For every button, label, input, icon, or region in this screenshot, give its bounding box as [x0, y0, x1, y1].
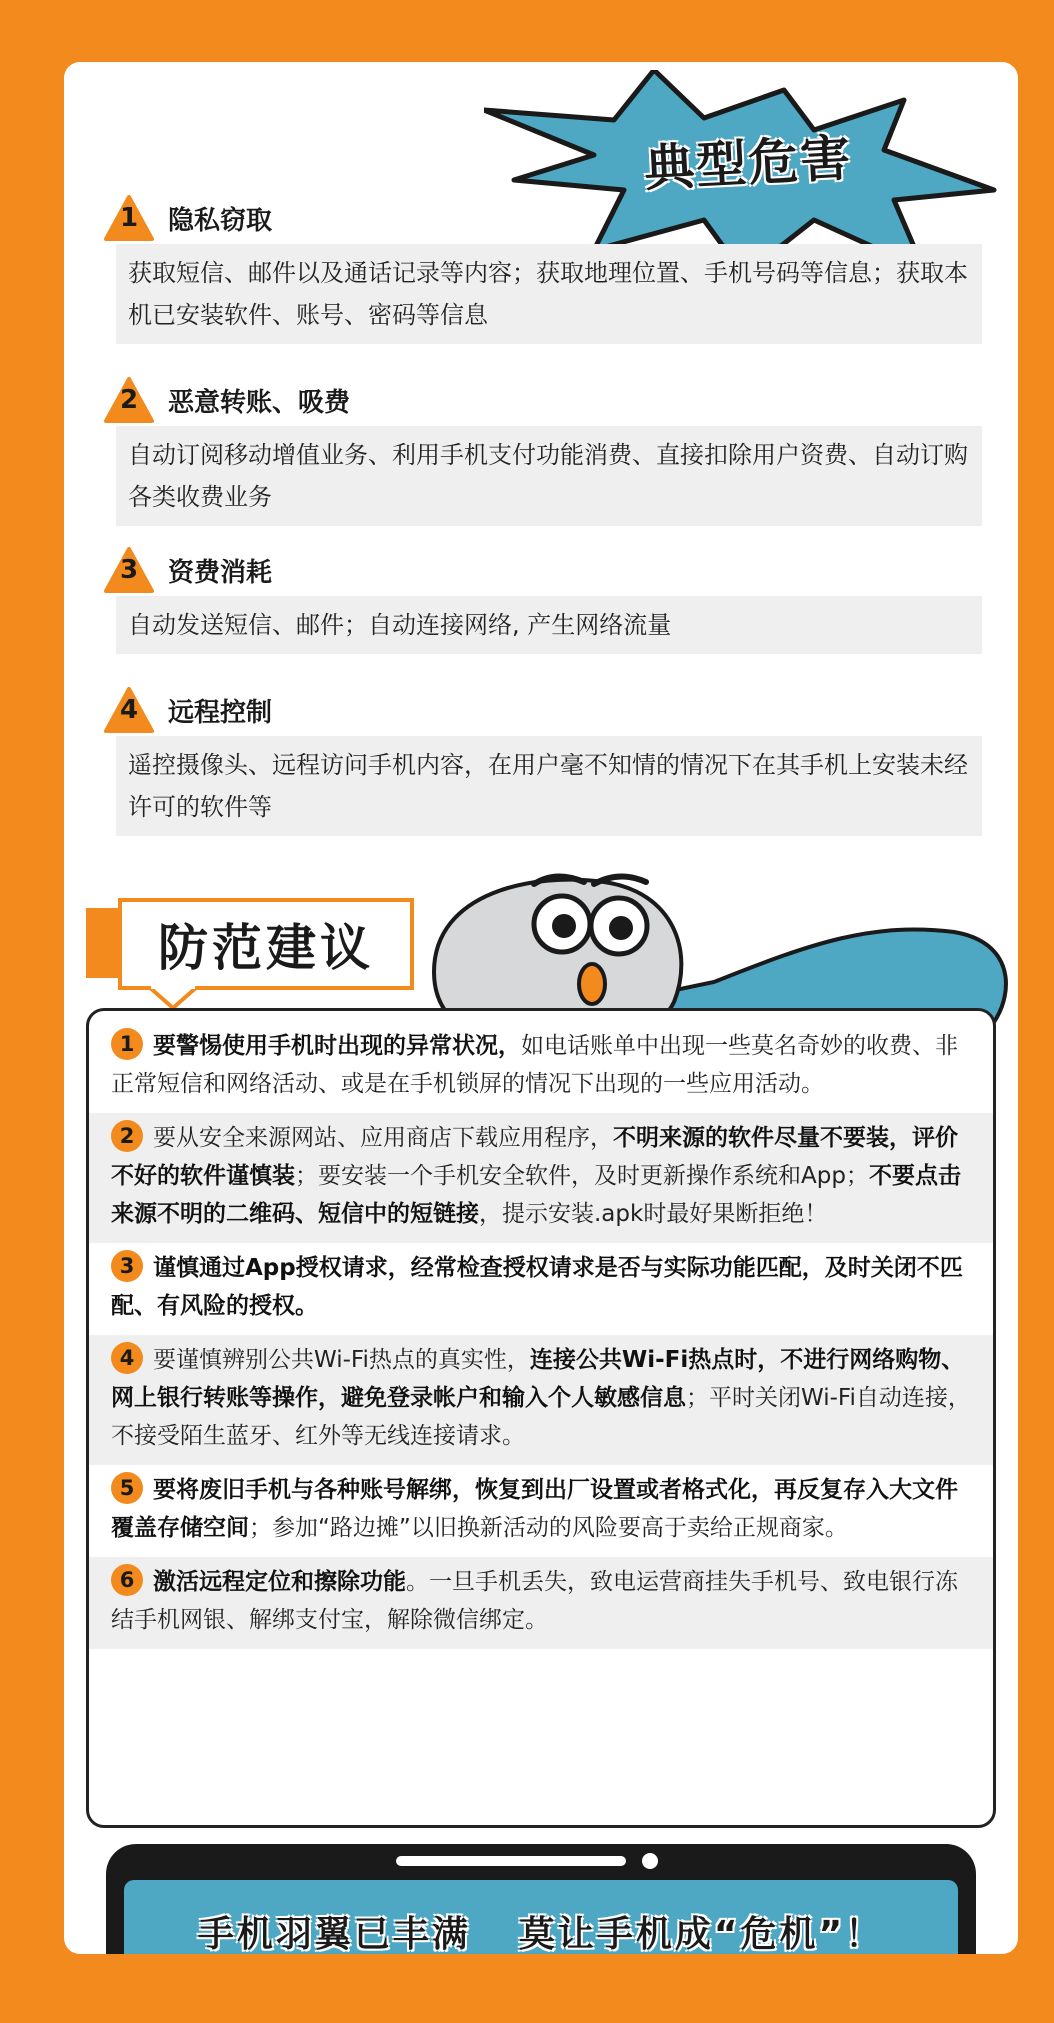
phone-screen	[124, 1880, 958, 1954]
advice-item: 1 要警惕使用手机时出现的异常状况，如电话账单中出现一些莫名奇妙的收费、非正常短信和网络活动、或是在手机锁屏的情况下出现的一些应用活动。	[89, 1021, 993, 1113]
number-badge: 2	[111, 1120, 143, 1152]
advice-title: 防范建议	[158, 919, 374, 977]
camera-icon	[642, 1853, 658, 1869]
advice-header-tag	[86, 898, 418, 998]
advice-item: 6 激活远程定位和擦除功能。一旦手机丢失，致电运营商挂失手机号、致电银行冻结手机网银、解绑支付宝，解除微信绑定。	[89, 1557, 993, 1649]
harm-item	[104, 374, 982, 526]
harm-description: 自动订阅移动增值业务、利用手机支付功能消费、直接扣除用户资费、自动订购各类收费业务	[116, 426, 982, 526]
harm-header	[104, 684, 982, 736]
number-badge: 4	[104, 687, 154, 733]
number-badge: 1	[111, 1028, 143, 1060]
harm-header	[104, 374, 982, 426]
number-badge: 3	[104, 547, 154, 593]
number-badge: 4	[111, 1342, 143, 1374]
harm-title: 远程控制	[168, 697, 273, 728]
harms-title: 典型危害	[642, 128, 854, 198]
phone-speaker	[396, 1856, 626, 1866]
tag-pointer-icon	[148, 986, 198, 1010]
advice-item: 2 要从安全来源网站、应用商店下载应用程序，不明来源的软件尽量不要装，评价不好的软件谨慎装；要安装一个手机安全软件，及时更新操作系统和App；不要点击来源不明的二维码、短信中的短链接，提示安装.apk时最好果断拒绝！	[89, 1113, 993, 1243]
tag-box	[118, 898, 414, 990]
harm-title: 资费消耗	[168, 557, 273, 588]
harm-title: 恶意转账、吸费	[168, 387, 351, 418]
number-badge: 5	[111, 1472, 143, 1504]
number-badge: 2	[104, 377, 154, 423]
slogan-left: 手机羽翼已丰满	[197, 1914, 471, 1954]
harm-header	[104, 192, 982, 244]
number-badge: 3	[111, 1250, 143, 1282]
advice-item: 5 要将废旧手机与各种账号解绑，恢复到出厂设置或者格式化，再反复存入大文件覆盖存储空间；参加“路边摊”以旧换新活动的风险要高于卖给正规商家。	[89, 1465, 993, 1557]
harm-description: 获取短信、邮件以及通话记录等内容；获取地理位置、手机号码等信息；获取本机已安装软件、账号、密码等信息	[116, 244, 982, 344]
advice-item: 3 谨慎通过App授权请求，经常检查授权请求是否与实际功能匹配，及时关闭不匹配、有风险的授权。	[89, 1243, 993, 1335]
harm-description: 遥控摄像头、远程访问手机内容，在用户毫不知情的情况下在其手机上安装未经许可的软件等	[116, 736, 982, 836]
harm-item	[104, 684, 982, 836]
harm-header	[104, 544, 982, 596]
slogan-right: 莫让手机成“危机”！	[518, 1914, 885, 1954]
harm-item	[104, 192, 982, 344]
poster-card	[64, 62, 1018, 1954]
harm-item	[104, 544, 982, 654]
harm-description: 自动发送短信、邮件；自动连接网络, 产生网络流量	[116, 596, 982, 654]
advice-item: 4 要谨慎辨别公共Wi-Fi热点的真实性，连接公共Wi-Fi热点时，不进行网络购物、网上银行转账等操作，避免登录帐户和输入个人敏感信息；平时关闭Wi-Fi自动连接，不接受陌生蓝牙、红外等无线连接请求。	[89, 1335, 993, 1465]
slogan	[124, 1906, 958, 1954]
phone-frame	[106, 1844, 976, 1954]
advice-list	[86, 1008, 996, 1828]
number-badge: 1	[104, 195, 154, 241]
harm-title: 隐私窃取	[168, 205, 273, 236]
number-badge: 6	[111, 1564, 143, 1596]
